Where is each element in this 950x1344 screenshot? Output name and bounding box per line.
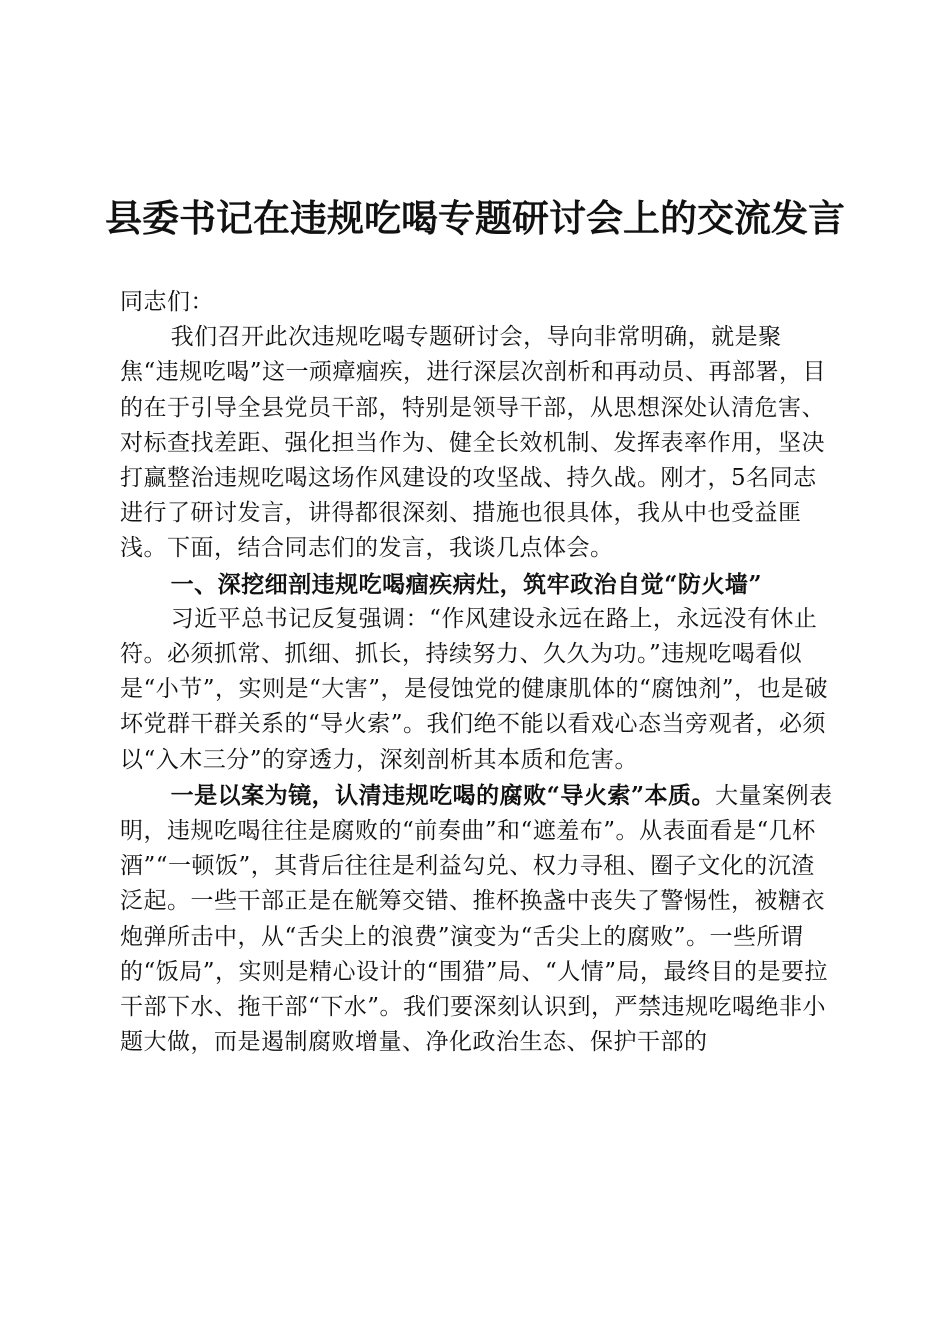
paragraph-quote: 习近平总书记反复强调：“作风建设永远在路上，永远没有休止符。必须抓常、抓细、抓长，持续努力、久久为功。”违规吃喝看似是“小节”，实则是“大害”，是侵蚀党的健康肌体的“腐蚀剂”，也是破坏党群干群关系的“导火索”。我们绝不能以看戏心态当旁观者，必须以“入木三分”的穿透力，深刻剖析其本质和危害。: [120, 605, 829, 773]
paragraph-intro: 我们召开此次违规吃喝专题研讨会，导向非常明确，就是聚焦“违规吃喝”这一顽瘴痼疾，进行深层次剖析和再动员、再部署，目的在于引导全县党员干部，特别是领导干部，从思想深处认清危害、对标查找差距、强化担当作为、健全长效机制、发挥表率作用，坚决打赢整治违规吃喝这场作风建设的攻坚战、持久战。刚才，5名同志进行了研讨发言，讲得都很深刻、措施也很具体，我从中也受益匪浅。下面，结合同志们的发言，我谈几点体会。: [120, 324, 827, 562]
document-title: 县委书记在违规吃喝专题研讨会上的交流发言: [105, 196, 845, 240]
salutation: 同志们：: [120, 289, 214, 315]
point-1-lead: 一是以案为镜，认清违规吃喝的腐败“导火索”本质。: [170, 781, 716, 809]
section-heading-1: 一、深挖细剖违规吃喝痼疾病灶，筑牢政治自觉“防火墙”: [170, 570, 763, 598]
point-1-body: 大量案例表明，违规吃喝往往是腐败的“前奏曲”和“遮羞布”。从表面看是“几杯酒”“一顿饭”，其背后往往是利益勾兑、权力寻租、圈子文化的沉渣泛起。一些干部正是在觥筹交错、推杯换盏中丧失了警惕性，被糖衣炮弹所击中，从“舌尖上的浪费”演变为“舌尖上的腐败”。一些所谓的“饭局”，实则是精心设计的“围猎”局、“人情”局，最终目的是要拉干部下水、拖干部“下水”。我们要深刻认识到，严禁违规吃喝绝非小题大做，而是遏制腐败增量、净化政治生态、保护干部的: [120, 782, 833, 1056]
document-body: [120, 285, 835, 1060]
paragraph-point-1: [120, 778, 835, 1061]
